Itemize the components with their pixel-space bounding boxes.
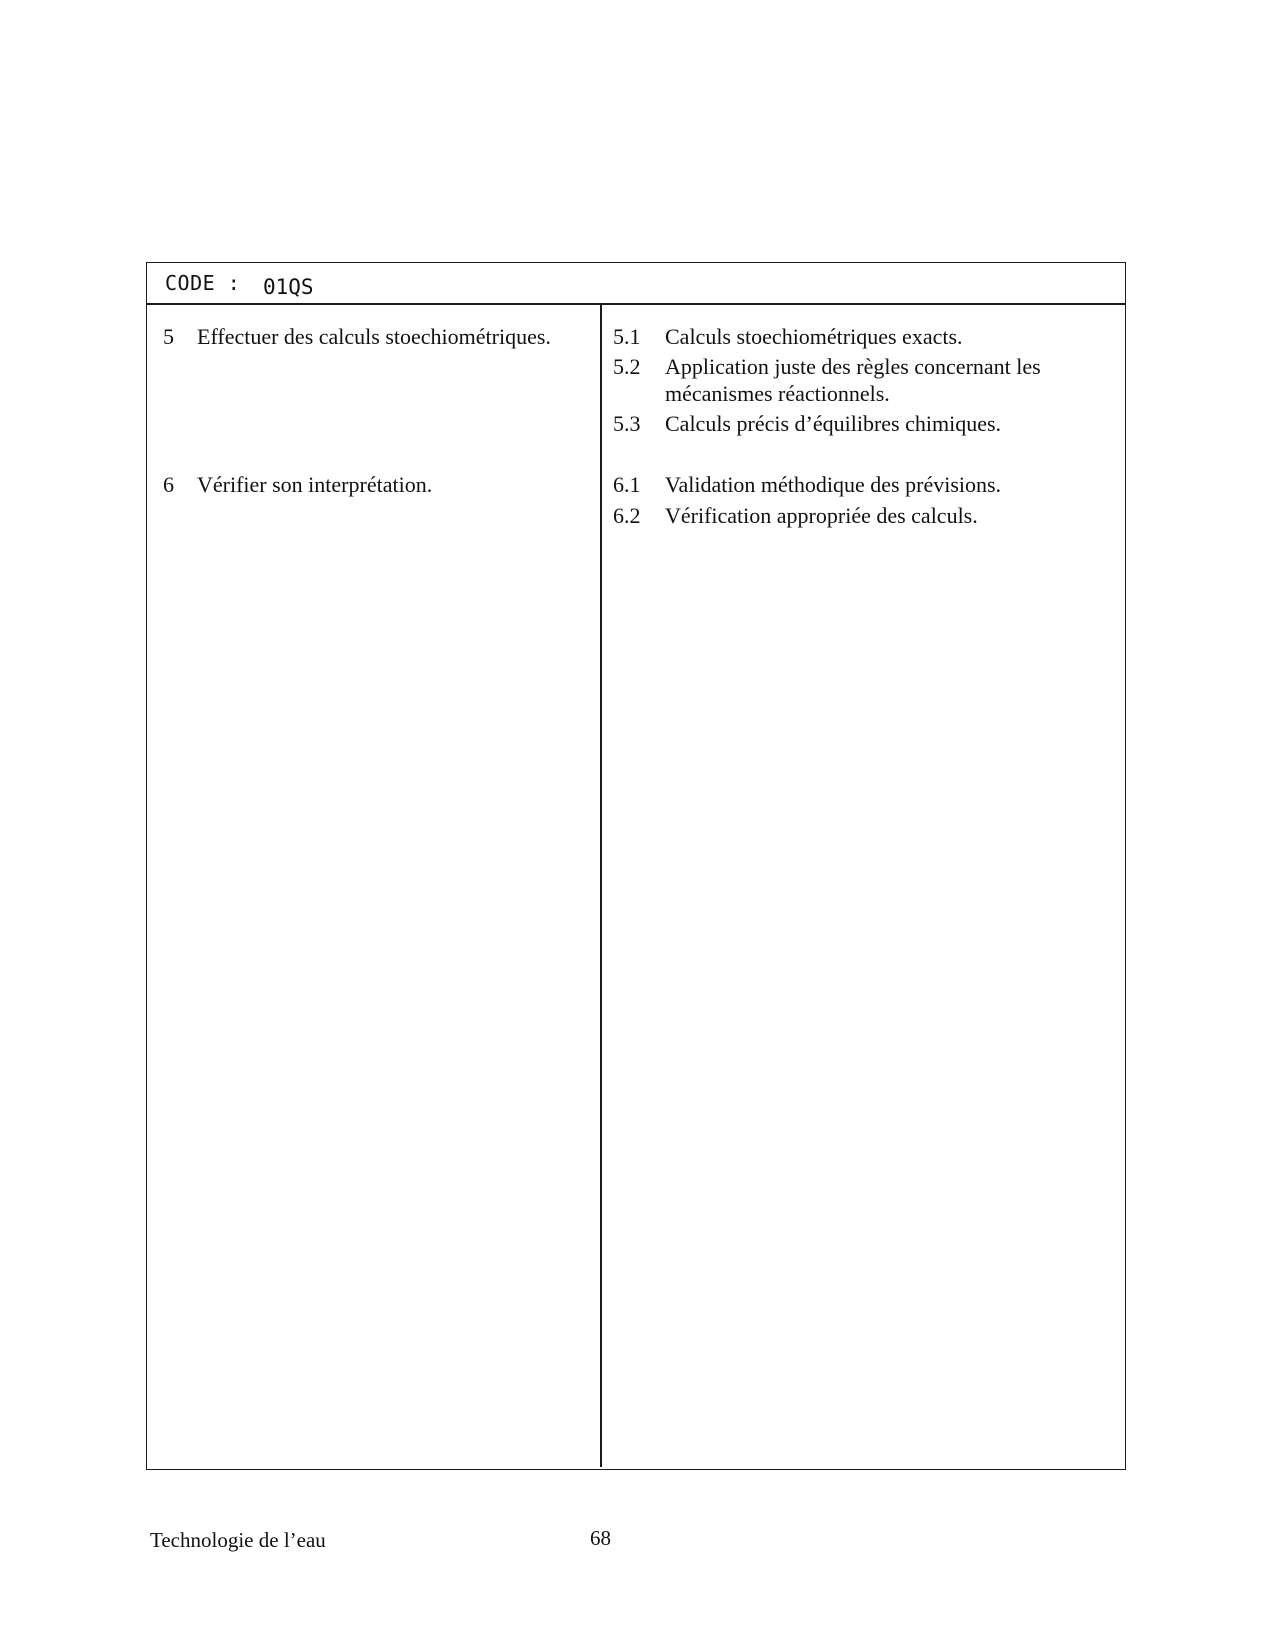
criterion-text: Vérification appropriée des calculs. bbox=[665, 503, 978, 528]
element-number: 5 bbox=[163, 324, 174, 349]
criterion-number: 6.1 bbox=[613, 472, 641, 497]
criterion-item bbox=[613, 353, 1113, 407]
code-label: CODE : bbox=[165, 271, 241, 295]
criterion-number: 5.1 bbox=[613, 324, 641, 349]
criterion-item bbox=[613, 471, 1113, 498]
element-text: Effectuer des calculs stoechiométriques. bbox=[197, 324, 551, 349]
criterion-number: 5.3 bbox=[613, 411, 641, 436]
footer-title: Technologie de l’eau bbox=[150, 1528, 326, 1552]
criteria-cell bbox=[613, 323, 1113, 437]
code-header-row bbox=[147, 263, 1125, 305]
criterion-text: Validation méthodique des prévisions. bbox=[665, 472, 1002, 497]
code-value: 01QS bbox=[263, 275, 314, 299]
criterion-item bbox=[613, 323, 1113, 350]
criterion-number: 6.2 bbox=[613, 503, 641, 528]
element-number: 6 bbox=[163, 472, 174, 497]
element-text: Vérifier son interprétation. bbox=[197, 472, 433, 497]
competency-table bbox=[146, 262, 1126, 1470]
criterion-number: 5.2 bbox=[613, 354, 641, 379]
criterion-text: Application juste des règles concernant les mécanismes réactionnels. bbox=[665, 354, 1041, 406]
criterion-text: Calculs précis d’équilibres chimiques. bbox=[665, 411, 1002, 436]
page-number: 68 bbox=[590, 1526, 611, 1550]
criterion-item bbox=[613, 410, 1113, 437]
column-divider bbox=[600, 305, 602, 1467]
criterion-text: Calculs stoechiométriques exacts. bbox=[665, 324, 963, 349]
criterion-item bbox=[613, 502, 1113, 529]
criteria-cell bbox=[613, 471, 1113, 529]
